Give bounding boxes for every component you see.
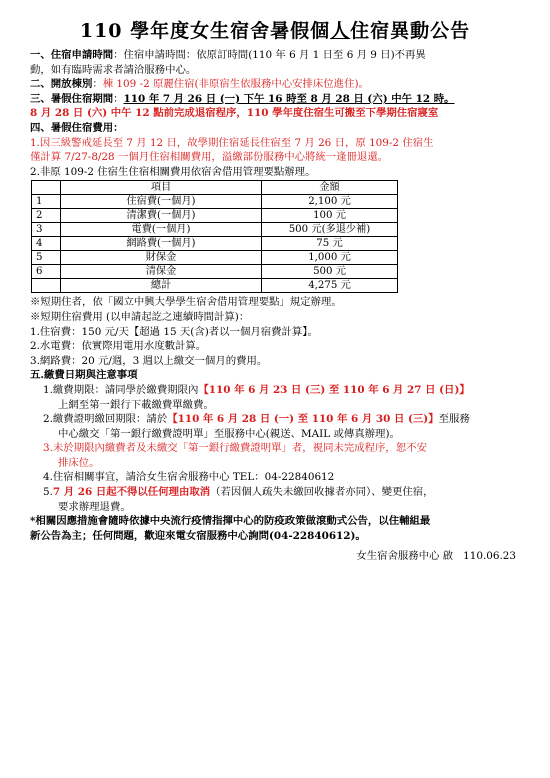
row-item: 住宿費(一個月) — [61, 195, 262, 209]
total-label: 總計 — [61, 279, 262, 293]
section-3 — [30, 92, 520, 107]
section-5-item-5 — [30, 485, 520, 500]
table-row — [32, 209, 398, 223]
table-row — [32, 223, 398, 237]
section-5-item-2 — [30, 412, 520, 427]
footer — [30, 549, 520, 564]
row-item: 網路費(一個月) — [61, 237, 262, 251]
section-5-label: 五.繳費日期與注意事項 — [30, 369, 138, 382]
row-no: 1 — [32, 195, 61, 209]
short-term-line-4: 2.水電費：依實際用電用水度數計算。 — [30, 340, 207, 353]
footer-sender: 女生宿舍服務中心 啟 — [356, 550, 454, 563]
section-4-point-1-line-1: 1.因三級警戒延長至 7 月 12 日，故學期住宿延長住宿至 7 月 26 日，原 109-2 住宿生 — [30, 136, 434, 149]
row-no: 4 — [32, 237, 61, 251]
section-3-note: 8 月 28 日 (六) 中午 12 點前完成退宿程序，110 學年度住宿生可搬至下學期住宿寢室 — [30, 107, 439, 120]
section-3-label: 三、暑假住宿期間 — [30, 92, 114, 105]
short-term-line-1: ※短期住者，依「國立中興大學學生宿舍借用管理要點」規定辦理。 — [30, 296, 342, 309]
row-amount: 1,000 元 — [262, 251, 398, 265]
section-3-prefix: ： — [113, 92, 124, 105]
section-2-text: 棟 109 -2 原麗住宿(非原宿生依服務中心安排床位進住)。 — [102, 78, 369, 91]
item-1-text: 1.繳費期限：請同學於繳費期限內 — [43, 383, 199, 396]
section-5-item-1 — [30, 383, 520, 398]
section-5-item-3-cont: 排床位。 — [58, 456, 100, 469]
item-5-warning: 7 月 26 日起不得以任何理由取消 — [52, 486, 211, 499]
fee-table-header — [32, 181, 398, 195]
item-1-deadline: 【110 年 6 月 23 日 (三) 至 110 年 6 月 27 日 (日)】 — [198, 383, 470, 396]
section-2-label: 二、開放棟別 — [30, 78, 93, 91]
section-2-prefix: ： — [92, 78, 103, 91]
notice-line-1: *相關因應措施會隨時依據中央流行疫情指揮中心的防疫政策做滾動式公告，以住輔組最 — [30, 515, 431, 528]
section-5-item-2-cont: 中心繳交「第一銀行繳費證明單」至服務中心(親送、MAIL 或傳真辦理)。 — [58, 427, 400, 440]
total-amount: 4,275 元 — [262, 279, 398, 293]
header-item: 項目 — [61, 181, 262, 195]
item-5-num: 5. — [43, 486, 53, 499]
item-2-deadline: 【110 年 6 月 28 日 (一) 至 110 年 6 月 30 日 (三)】 — [167, 413, 439, 426]
page-title — [30, 20, 520, 42]
section-4-label: 四、暑假住宿費用： — [30, 121, 124, 134]
section-5-item-1-cont: 上網至第一銀行下載繳費單繳費。 — [58, 398, 214, 411]
footer-date: 110.06.23 — [463, 550, 516, 563]
row-no: 2 — [32, 209, 61, 223]
item-2-text: 2.繳費證明繳回期限：請於 — [43, 413, 168, 426]
row-amount: 500 元(多退少補) — [262, 223, 398, 237]
item-5-text: （若因個人疏失未繳回收據者亦同）、變更住宿， — [210, 486, 434, 499]
row-no: 3 — [32, 223, 61, 237]
fee-table — [31, 180, 398, 293]
section-1-text-2: 動，如有臨時需求者請洽服務中心。 — [30, 63, 197, 76]
row-amount: 2,100 元 — [262, 195, 398, 209]
section-5-item-4: 4.住宿相關事宜，請洽女生宿舍服務中心 TEL：04-22840612 — [43, 471, 335, 484]
short-term-line-2: ※短期住宿費用 (以申請起訖之連續時間計算)： — [30, 310, 250, 323]
header-no-cell — [32, 181, 61, 195]
row-no: 6 — [32, 265, 61, 279]
title-underlined-char: 人 — [330, 20, 351, 42]
table-total-row — [32, 279, 398, 293]
short-term-line-3: 1.住宿費：150 元/天【超過 15 天(含)者以一個月宿費計算】。 — [30, 325, 318, 338]
section-1 — [30, 48, 520, 63]
short-term-line-5: 3.網路費：20 元/週，3 週以上繳交一個月的費用。 — [30, 354, 268, 367]
row-amount: 75 元 — [262, 237, 398, 251]
section-1-text-1: ：住宿申請時間：依原訂時間(110 年 6 月 1 日至 6 月 9 日)不再異 — [113, 49, 426, 61]
row-amount: 100 元 — [262, 209, 398, 223]
item-2-text-b: 至服務 — [438, 413, 470, 426]
row-no: 5 — [32, 251, 61, 265]
notice-line-2: 新公告為主；任何問題，歡迎來電女宿服務中心詢問(04-22840612)。 — [30, 529, 366, 542]
section-5-item-3: 3.未於期限內繳費者及未繳交「第一銀行繳費證明單」者，視同未完成程序，恕不安 — [43, 442, 427, 455]
table-row — [32, 265, 398, 279]
header-amount: 金額 — [262, 181, 398, 195]
section-1-label: 一、住宿申請時間 — [30, 49, 114, 61]
row-item: 電費(一個月) — [61, 223, 262, 237]
table-row — [32, 237, 398, 251]
row-amount: 500 元 — [262, 265, 398, 279]
table-row — [32, 251, 398, 265]
row-item: 清保金 — [61, 265, 262, 279]
section-5-item-5-cont: 要求辦理退費。 — [58, 500, 131, 513]
row-item: 財保金 — [61, 251, 262, 265]
title-part-1: 110 學年度女生宿舍暑假個 — [79, 20, 331, 42]
section-3-period: 110 年 7 月 26 日 (一) 下午 16 時至 8 月 28 日 (六) 中午 12 時。 — [123, 92, 455, 105]
section-4-point-2: 2.非原 109-2 住宿生住宿相關費用依宿舍借用管理要點辦理。 — [30, 165, 316, 178]
table-row — [32, 195, 398, 209]
row-item: 清潔費(一個月) — [61, 209, 262, 223]
total-no-cell — [32, 279, 61, 293]
title-part-2: 住宿異動公告 — [350, 20, 471, 42]
section-2 — [30, 77, 520, 92]
section-4-point-1-line-2: 僅計算 7/27-8/28 一個月住宿相關費用，溢繳部份服務中心將統一逢冊退還。 — [30, 151, 389, 164]
